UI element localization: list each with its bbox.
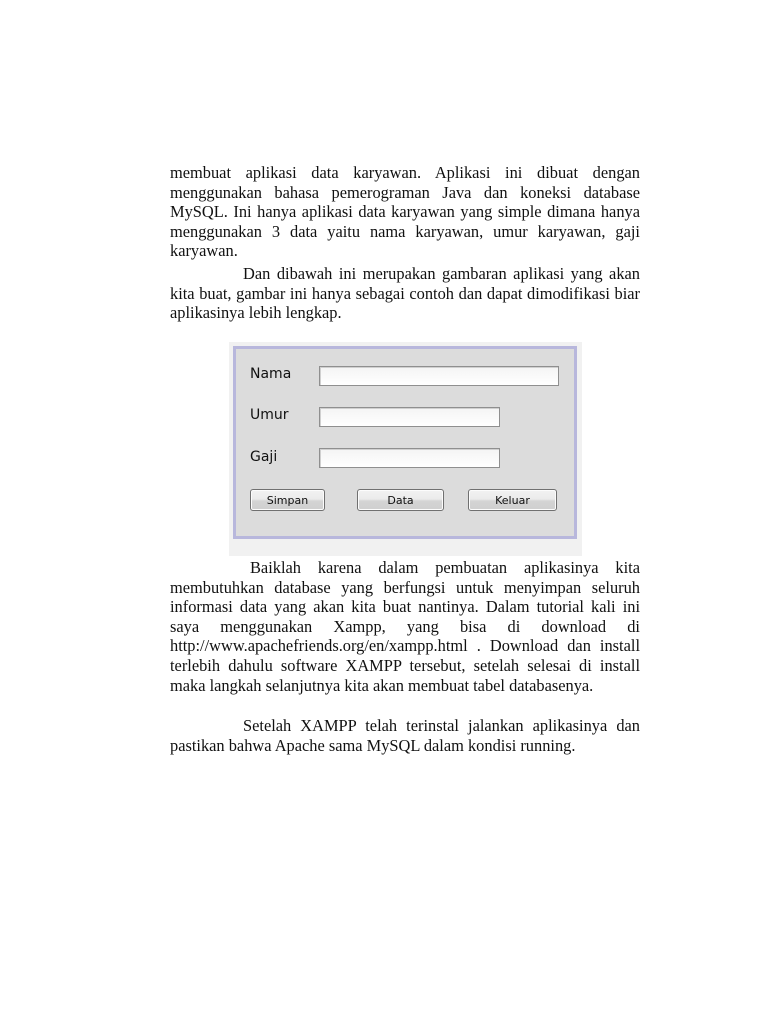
- employee-form-window: [233, 346, 577, 539]
- app-screenshot-figure: [229, 342, 582, 556]
- paragraph-description: Dan dibawah ini merupakan gambaran aplikasi yang akan kita buat, gambar ini hanya sebagai contoh dan dapat dimodifikasi biar aplikasinya lebih lengkap.: [170, 264, 640, 323]
- paragraph-xampp: Setelah XAMPP telah terinstal jalankan aplikasinya dan pastikan bahwa Apache sama MySQL dalam kondisi running.: [170, 716, 640, 755]
- data-button[interactable]: Data: [357, 489, 444, 511]
- gaji-label: Gaji: [250, 449, 278, 465]
- nama-input[interactable]: [319, 366, 559, 386]
- paragraph-database: Baiklah karena dalam pembuatan aplikasinya kita membutuhkan database yang berfungsi untuk menyimpan seluruh informasi data yang akan kita buat nantinya. Dalam tutorial kali ini saya menggunakan Xampp, yang bisa di download di http://www.apachefriends.org/en/xampp.html . Download dan install terlebih dahulu software XAMPP tersebut, setelah selesai di install maka langkah selanjutnya kita akan membuat tabel databasenya.: [170, 558, 640, 695]
- umur-label: Umur: [250, 407, 289, 423]
- keluar-button[interactable]: Keluar: [468, 489, 557, 511]
- simpan-button[interactable]: Simpan: [250, 489, 325, 511]
- paragraph-intro: membuat aplikasi data karyawan. Aplikasi ini dibuat dengan menggunakan bahasa pemerograman Java dan koneksi database MySQL. Ini hanya aplikasi data karyawan yang simple dimana hanya menggunakan 3 data yaitu nama karyawan, umur karyawan, gaji karyawan.: [170, 163, 640, 261]
- gaji-input[interactable]: [319, 448, 500, 468]
- umur-input[interactable]: [319, 407, 500, 427]
- nama-label: Nama: [250, 366, 292, 382]
